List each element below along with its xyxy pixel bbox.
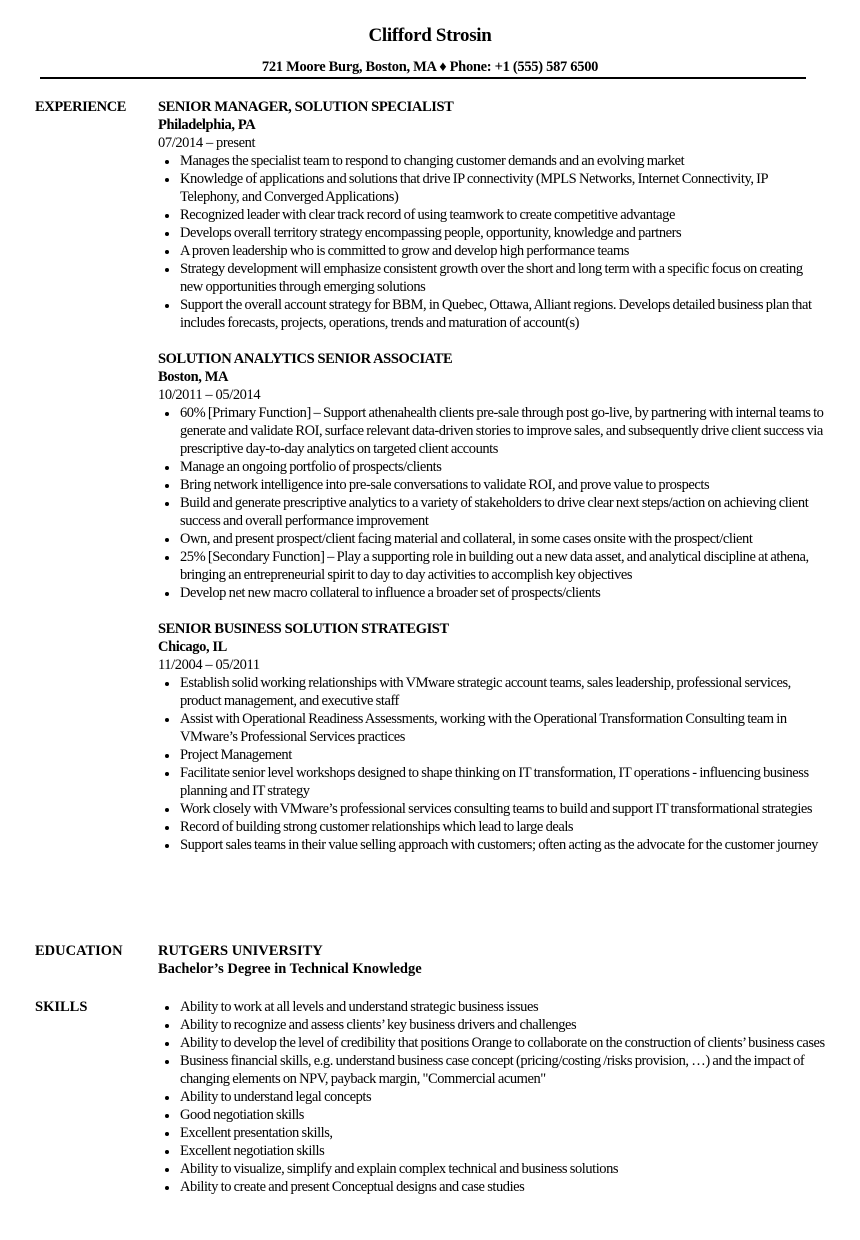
list-item: Strategy development will emphasize consistent growth over the short and long term with a specific focus on creating new opportunities through emerging solutions <box>158 260 828 296</box>
list-item: Own, and present prospect/client facing material and collateral, in some cases onsite with the prospect/client <box>158 530 828 548</box>
list-item: 60% [Primary Function] – Support athenahealth clients pre-sale through post go-live, by partnering with internal teams to generate and validate ROI, surface relevant data-driven stories to improve sales, and subsequently drive client success via prescriptive day-to-day analytics on targeted client accounts <box>158 404 828 458</box>
job-location: Philadelphia, PA <box>158 117 256 133</box>
list-item: Facilitate senior level workshops designed to shape thinking on IT transformation, IT operations - influencing business planning and IT strategy <box>158 764 828 800</box>
list-item: Ability to create and present Conceptual designs and case studies <box>158 1178 828 1196</box>
section-label-skills: SKILLS <box>35 999 88 1015</box>
job-location: Boston, MA <box>158 369 229 385</box>
list-item: 25% [Secondary Function] – Play a supporting role in building out a new data asset, and analytical discipline at athena, bringing an entrepreneurial spirit to day to day activities to accomplish key objectives <box>158 548 828 584</box>
candidate-name: Clifford Strosin <box>368 25 492 46</box>
list-item: Ability to understand legal concepts <box>158 1088 828 1106</box>
list-item: Work closely with VMware’s professional services consulting teams to build and support IT transformational strategies <box>158 800 828 818</box>
list-item: Ability to recognize and assess clients’ key business drivers and challenges <box>158 1016 828 1034</box>
job-entry <box>158 98 828 332</box>
education-school: RUTGERS UNIVERSITY <box>158 943 323 959</box>
job-dates: 07/2014 – present <box>158 135 256 151</box>
section-label-education: EDUCATION <box>35 943 123 959</box>
list-item: Excellent negotiation skills <box>158 1142 828 1160</box>
list-item: Support the overall account strategy for BBM, in Quebec, Ottawa, Alliant regions. Develops detailed business plan that includes forecasts, projects, operations, trends and maturation of account(s) <box>158 296 828 332</box>
list-item: Ability to work at all levels and understand strategic business issues <box>158 998 828 1016</box>
list-item: Develop net new macro collateral to influence a broader set of prospects/clients <box>158 584 828 602</box>
job-entry <box>158 620 828 854</box>
skills-list <box>158 998 828 1196</box>
education-degree: Bachelor’s Degree in Technical Knowledge <box>158 961 422 977</box>
list-item: Excellent presentation skills, <box>158 1124 828 1142</box>
list-item: Manages the specialist team to respond to changing customer demands and an evolving market <box>158 152 828 170</box>
list-item: Good negotiation skills <box>158 1106 828 1124</box>
job-bullets <box>158 674 828 854</box>
list-item: Ability to develop the level of credibility that positions Orange to collaborate on the construction of clients’ business cases <box>158 1034 828 1052</box>
contact-info: 721 Moore Burg, Boston, MA ♦ Phone: +1 (555) 587 6500 <box>261 59 599 75</box>
list-item: A proven leadership who is committed to grow and develop high performance teams <box>158 242 828 260</box>
header-divider <box>40 77 806 79</box>
list-item: Build and generate prescriptive analytics to a variety of stakeholders to drive clear next steps/action on achieving client success and overall performance improvement <box>158 494 828 530</box>
job-entry <box>158 350 828 602</box>
list-item: Ability to visualize, simplify and explain complex technical and business solutions <box>158 1160 828 1178</box>
list-item: Record of building strong customer relationships which lead to large deals <box>158 818 828 836</box>
list-item: Manage an ongoing portfolio of prospects/clients <box>158 458 828 476</box>
job-title: SENIOR BUSINESS SOLUTION STRATEGIST <box>158 621 449 637</box>
job-bullets <box>158 152 828 332</box>
list-item: Recognized leader with clear track record of using teamwork to create competitive advantage <box>158 206 828 224</box>
job-title: SOLUTION ANALYTICS SENIOR ASSOCIATE <box>158 351 453 367</box>
skills-body <box>158 998 828 1196</box>
section-label-experience: EXPERIENCE <box>35 99 127 115</box>
education-body <box>158 942 828 978</box>
list-item: Knowledge of applications and solutions that drive IP connectivity (MPLS Networks, Internet Connectivity, IP Telephony, and Converged Applications) <box>158 170 828 206</box>
job-dates: 10/2011 – 05/2014 <box>158 387 261 403</box>
list-item: Project Management <box>158 746 828 764</box>
list-item: Develops overall territory strategy encompassing people, opportunity, knowledge and partners <box>158 224 828 242</box>
job-bullets <box>158 404 828 602</box>
list-item: Bring network intelligence into pre-sale conversations to validate ROI, and prove value to prospects <box>158 476 828 494</box>
job-dates: 11/2004 – 05/2011 <box>158 657 260 673</box>
list-item: Support sales teams in their value selling approach with customers; often acting as the advocate for the customer journey <box>158 836 828 854</box>
experience-body <box>158 98 828 872</box>
list-item: Assist with Operational Readiness Assessments, working with the Operational Transformation Consulting team in VMware’s Professional Services practices <box>158 710 828 746</box>
job-title: SENIOR MANAGER, SOLUTION SPECIALIST <box>158 99 454 115</box>
job-location: Chicago, IL <box>158 639 227 655</box>
list-item: Establish solid working relationships with VMware strategic account teams, sales leadership, professional services, product management, and executive staff <box>158 674 828 710</box>
list-item: Business financial skills, e.g. understand business case concept (pricing/costing /risks provision, …) and the impact of changing elements on NPV, payback margin, "Commercial acumen" <box>158 1052 828 1088</box>
